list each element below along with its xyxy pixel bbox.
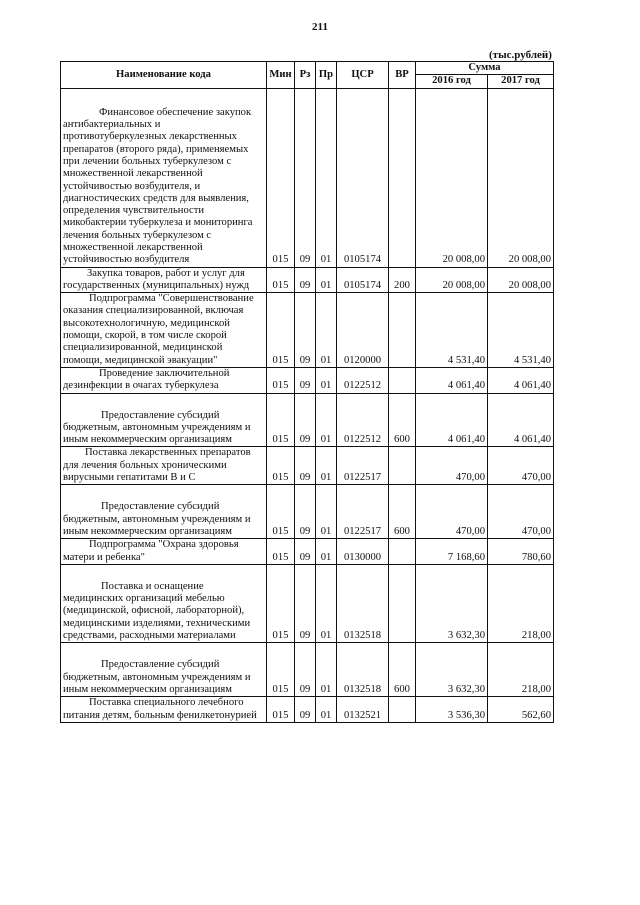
table-row (61, 447, 554, 485)
table-row (61, 267, 554, 293)
cell-csr: 0130000 (337, 539, 389, 565)
cell-rz: 09 (295, 293, 316, 368)
row-name: Поставка специального лечебного питания детям, больным фенилкетонурией (63, 697, 257, 721)
table-row (61, 485, 554, 539)
cell-pr: 01 (316, 88, 337, 267)
cell-csr: 0122512 (337, 367, 389, 393)
cell-csr: 0105174 (337, 88, 389, 267)
row-name: Предоставление субсидий бюджетным, автономным учреждениям и иным некоммерческим организациям (63, 409, 251, 446)
units-label: (тыс.рублей) (489, 49, 552, 61)
cell-min: 015 (267, 643, 295, 697)
row-name: Предоставление субсидий бюджетным, автономным учреждениям и иным некоммерческим организациям (63, 501, 251, 537)
cell-min: 015 (267, 367, 295, 393)
cell-y2016: 4 061,40 (416, 393, 488, 447)
cell-y2017: 4 061,40 (488, 367, 554, 393)
header-name: Наименование кода (61, 62, 267, 89)
row-name: Поставка и оснащение медицинских организаций мебелью (медицинской, офисной, лабораторной), медицинскими изделиями, техническими средствами, расходными материалами (63, 580, 251, 642)
row-name: Подпрограмма "Охрана здоровья матери и ребенка" (63, 539, 239, 563)
table-row (61, 539, 554, 565)
row-name-cell (61, 485, 267, 539)
cell-pr: 01 (316, 485, 337, 539)
cell-y2016: 20 008,00 (416, 267, 488, 293)
row-name-cell (61, 643, 267, 697)
cell-y2017: 470,00 (488, 485, 554, 539)
row-name: Финансовое обеспечение закупок антибактериальных и противотуберкулезных лекарственных препаратов (второго ряда), применяемых при лечении больных туберкулезом с множественной лекарственной устойчивостью возбудителя, и диагностических средств для выявления, определения чувствительности микобактерии туберкулеза и мониторинга лечения больных туберкулезом с множественной лекарственной устойчивостью возбудителя (63, 106, 253, 266)
cell-csr: 0122517 (337, 447, 389, 485)
cell-y2016: 3 632,30 (416, 643, 488, 697)
cell-rz: 09 (295, 447, 316, 485)
cell-min: 015 (267, 539, 295, 565)
cell-y2016: 3 536,30 (416, 697, 488, 723)
cell-y2017: 780,60 (488, 539, 554, 565)
cell-pr: 01 (316, 367, 337, 393)
cell-pr: 01 (316, 564, 337, 642)
row-name: Подпрограмма "Совершенствование оказания специализированной, включая высокотехнологичную, медицинской помощи, скорой, в том числе скорой специализированной, медицинской помощи, медицинской эвакуации" (63, 293, 254, 366)
cell-y2016: 4 531,40 (416, 293, 488, 368)
page-number: 211 (312, 21, 328, 33)
cell-y2017: 20 008,00 (488, 88, 554, 267)
cell-y2016: 3 632,30 (416, 564, 488, 642)
cell-min: 015 (267, 88, 295, 267)
header-vr: ВР (389, 62, 416, 89)
header-2017: 2017 год (488, 75, 554, 88)
row-name: Закупка товаров, работ и услуг для государственных (муниципальных) нужд (63, 267, 250, 291)
header-min: Мин (267, 62, 295, 89)
row-name-cell (61, 697, 267, 723)
cell-csr: 0122512 (337, 393, 389, 447)
table-row (61, 88, 554, 267)
cell-min: 015 (267, 564, 295, 642)
cell-rz: 09 (295, 643, 316, 697)
cell-rz: 09 (295, 367, 316, 393)
cell-y2017: 470,00 (488, 447, 554, 485)
table-row (61, 393, 554, 447)
cell-pr: 01 (316, 293, 337, 368)
cell-y2017: 562,60 (488, 697, 554, 723)
cell-csr: 0132521 (337, 697, 389, 723)
header-sum: Сумма (416, 62, 554, 75)
cell-rz: 09 (295, 697, 316, 723)
table-row (61, 564, 554, 642)
cell-vr (389, 293, 416, 368)
cell-min: 015 (267, 393, 295, 447)
cell-pr: 01 (316, 539, 337, 565)
cell-vr: 600 (389, 643, 416, 697)
row-name-cell (61, 88, 267, 267)
cell-vr (389, 88, 416, 267)
table-row (61, 367, 554, 393)
cell-y2016: 7 168,60 (416, 539, 488, 565)
cell-min: 015 (267, 447, 295, 485)
cell-vr (389, 367, 416, 393)
row-name: Предоставление субсидий бюджетным, автономным учреждениям и иным некоммерческим организациям (63, 659, 251, 695)
row-name-cell (61, 447, 267, 485)
row-name-cell (61, 267, 267, 293)
cell-min: 015 (267, 485, 295, 539)
cell-vr: 200 (389, 267, 416, 293)
table-row (61, 293, 554, 368)
cell-vr: 600 (389, 485, 416, 539)
cell-rz: 09 (295, 393, 316, 447)
cell-pr: 01 (316, 697, 337, 723)
row-name-cell (61, 539, 267, 565)
cell-vr (389, 447, 416, 485)
cell-vr (389, 539, 416, 565)
header-2016: 2016 год (416, 75, 488, 88)
cell-y2016: 470,00 (416, 447, 488, 485)
header-rz: Рз (295, 62, 316, 89)
cell-y2016: 20 008,00 (416, 88, 488, 267)
cell-rz: 09 (295, 539, 316, 565)
cell-vr: 600 (389, 393, 416, 447)
cell-min: 015 (267, 697, 295, 723)
cell-rz: 09 (295, 564, 316, 642)
row-name: Проведение заключительной дезинфекции в очагах туберкулеза (63, 367, 230, 392)
cell-y2016: 470,00 (416, 485, 488, 539)
cell-rz: 09 (295, 267, 316, 293)
cell-min: 015 (267, 293, 295, 368)
cell-pr: 01 (316, 267, 337, 293)
cell-y2016: 4 061,40 (416, 367, 488, 393)
row-name: Поставка лекарственных препаратов для лечения больных хроническими вирусными гепатитами В и С (63, 447, 251, 484)
cell-pr: 01 (316, 447, 337, 485)
cell-y2017: 218,00 (488, 643, 554, 697)
cell-vr (389, 697, 416, 723)
table-row (61, 697, 554, 723)
cell-rz: 09 (295, 88, 316, 267)
header-csr: ЦСР (337, 62, 389, 89)
cell-y2017: 20 008,00 (488, 267, 554, 293)
row-name-cell (61, 293, 267, 368)
header-pr: Пр (316, 62, 337, 89)
cell-csr: 0132518 (337, 564, 389, 642)
cell-csr: 0122517 (337, 485, 389, 539)
cell-pr: 01 (316, 393, 337, 447)
budget-table (60, 61, 554, 723)
row-name-cell (61, 367, 267, 393)
cell-rz: 09 (295, 485, 316, 539)
cell-y2017: 4 061,40 (488, 393, 554, 447)
cell-pr: 01 (316, 643, 337, 697)
cell-csr: 0132518 (337, 643, 389, 697)
row-name-cell (61, 393, 267, 447)
cell-y2017: 4 531,40 (488, 293, 554, 368)
row-name-cell (61, 564, 267, 642)
cell-csr: 0120000 (337, 293, 389, 368)
cell-vr (389, 564, 416, 642)
cell-y2017: 218,00 (488, 564, 554, 642)
cell-csr: 0105174 (337, 267, 389, 293)
cell-min: 015 (267, 267, 295, 293)
table-row (61, 643, 554, 697)
